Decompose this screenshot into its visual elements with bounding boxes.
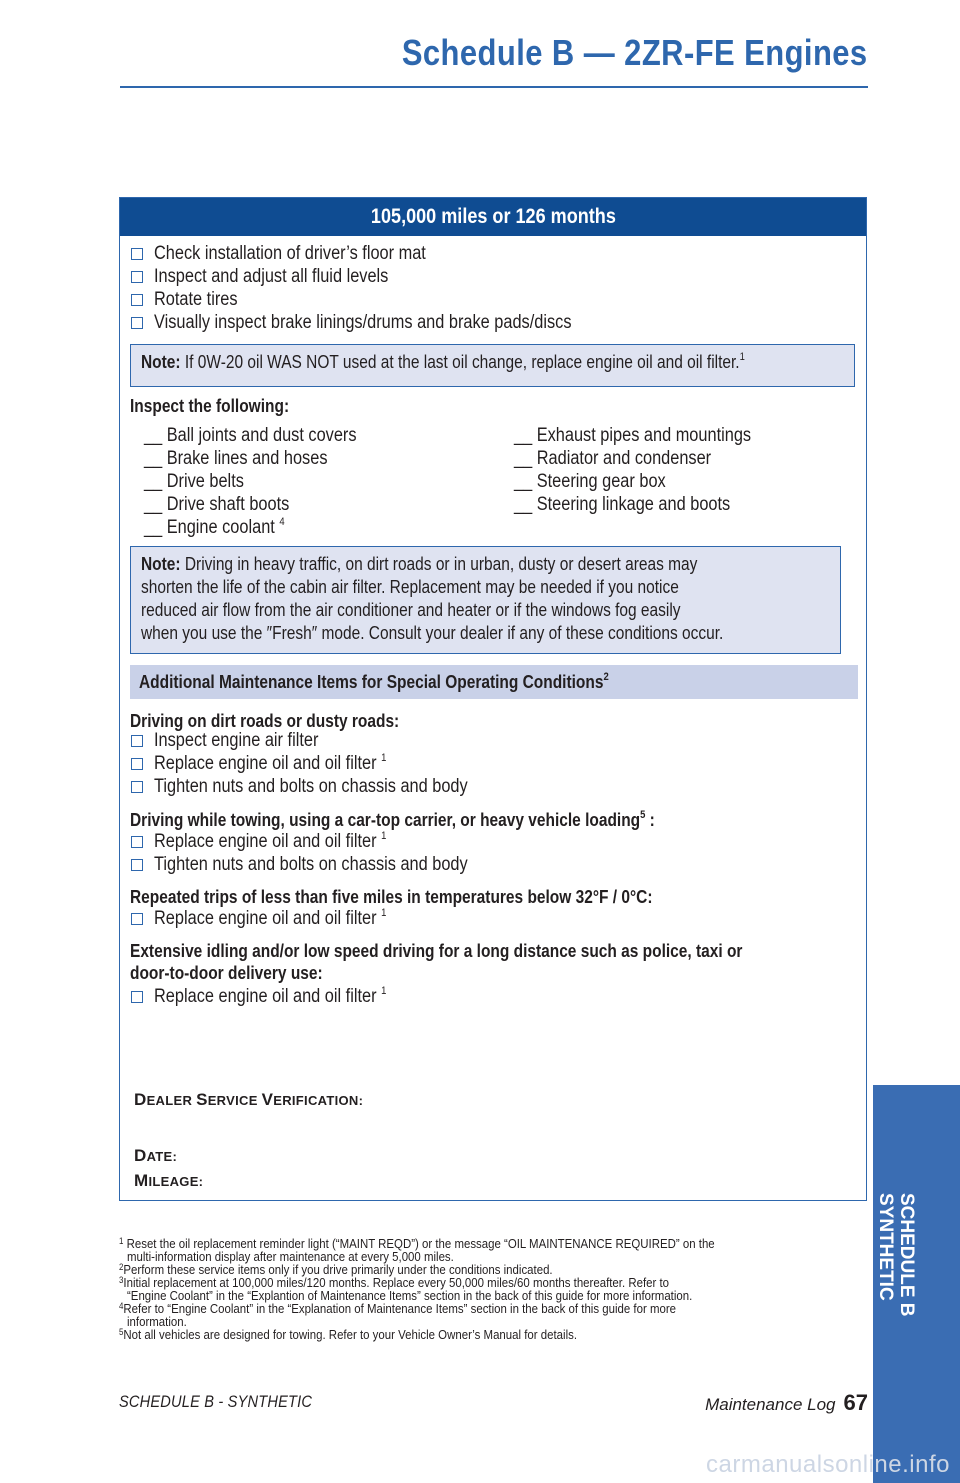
date-label: DATE: [134, 1146, 178, 1165]
footnote: $^3$Initial replacement at 100,000 miles/120 months. Replace every 50,000 miles/60 months thereafter. Refer to [119, 1275, 670, 1290]
footnote: $^4$Refer to “Engine Coolant” in the “Explanation of Maintenance Items” section in the back of this guide for more [119, 1301, 677, 1316]
card-content: Check installation of driver’s floor mat Inspect and adjust all fluid levels Rotate tires Visually inspect brake linings/drums and brake pads/discs Note: If 0W-20 oil WAS NOT used at the last oil change, replace engine oil and oil filter.$^1$ Inspect the following: __ Ball joints and dust covers __ Brake lines and hoses __ Drive belts __ Drive shaft boots __ Engine coolant $^4$ __ Exhaust pipes and mountings __ Radiator and condenser __ Steering gear box __ Steering linkage and boots Note: Driving in heavy traffic, on dirt roads or in urban, dusty or desert areas may shorten the life of the cabin air filter. Replacement may be needed if you notice reduced air flow from the air conditioner and heater or if the windows fog easily when you use the ″Fresh″ mode. Consult your dealer if any of these conditions occur. Additional Maintenance Items for Special Operating Conditions$^2$ Driving on dirt roads or dusty roads: Inspect engine air filter Replace engine oil and oil filter $^1$ Tighten nuts and bolts on chassis and body Driving while towing, using a car-top carrier, or heavy vehicle loading$^5$ : Replace engine oil and oil filter $^1$ Tighten nuts and bolts on chassis and body Repeated trips of less than five miles in temperatures below 32°F / 0°C: Replace engine oil and oil filter $^1$ Extensive idling and/or low speed driving for a long distance such as police, taxi or door-to-door delivery use: Replace engine oil and oil filter $^1$ DEALER SERVICE VERIFICATION: DATE: MILEAGE: [130, 236, 856, 1200]
footnote: $^1$ Reset the oil replacement reminder light (“MAINT REQD”) or the message “OIL MAINTENANCE REQUIRED” on the [119, 1236, 715, 1251]
footnote: multi-information display after maintenance at every 5,000 miles. [127, 1249, 454, 1264]
note-label: Note: [141, 352, 181, 372]
checkbox[interactable] [131, 294, 143, 306]
inspect-item: __ Steering gear box [514, 471, 666, 492]
footnote: “Engine Coolant” in the “Explantion of Maintenance Items” section in the back of this guide for more information. [127, 1288, 693, 1303]
checkbox[interactable] [131, 248, 143, 260]
cabin-filter-note: Note: Driving in heavy traffic, on dirt roads or in urban, dusty or desert areas may shorten the life of the cabin air filter. Replacement may be needed if you notice reduced air flow from the air conditioner and heater or if the windows fog easily when you use the ″Fresh″ mode. Consult your dealer if any of these conditions occur. [130, 546, 841, 654]
footnote-ref: 4 [279, 516, 285, 528]
inspect-item: __ Brake lines and hoses [144, 448, 328, 469]
condition-heading: Repeated trips of less than five miles in temperatures below 32°F / 0°C: [130, 887, 653, 907]
oil-note [130, 344, 855, 387]
inspect-heading: Inspect the following: [130, 396, 290, 416]
additional-heading: Additional Maintenance Items for Special Operating Conditions [139, 672, 604, 692]
maintenance-card [119, 197, 867, 1201]
inspect-item: __ Engine coolant $^4$ [144, 516, 285, 538]
checklist-item-label: Visually inspect brake linings/drums and brake pads/discs [154, 312, 572, 333]
checklist-item-label: Inspect and adjust all fluid levels [154, 266, 389, 287]
note-label: Note: [141, 554, 181, 574]
inspect-item: __ Steering linkage and boots [514, 494, 731, 515]
checklist-item-label: Rotate tires [154, 289, 238, 310]
interval-header-text: 105,000 miles or 126 months [370, 205, 616, 228]
footnote-ref: 1 [381, 907, 387, 919]
checkbox[interactable] [131, 317, 143, 329]
condition-heading: Extensive idling and/or low speed driving for a long distance such as police, taxi or [130, 941, 743, 961]
interval-header [120, 198, 866, 236]
inspect-item: __ Drive shaft boots [144, 494, 290, 515]
condition-heading: Driving on dirt roads or dusty roads: [130, 711, 400, 731]
inspect-item: __ Drive belts [144, 471, 244, 492]
footer-page-info [705, 1390, 868, 1416]
footnote-ref: 1 [739, 351, 745, 363]
checkbox[interactable] [131, 781, 143, 793]
footnote: $^5$Not all vehicles are designed for towing. Refer to your Vehicle Owner’s Manual for details. [119, 1327, 578, 1342]
footnote-ref: 5 [640, 809, 646, 821]
page-number: 67 [843, 1390, 868, 1415]
mileage-label: MILEAGE: [134, 1171, 204, 1190]
footnote: information. [127, 1314, 187, 1329]
checklist-item-label: Check installation of driver’s floor mat [154, 243, 426, 264]
footnote-ref: 1 [381, 830, 387, 842]
section-side-tab[interactable] [873, 1085, 960, 1483]
note-text: If 0W-20 oil WAS NOT used at the last oil change, replace engine oil and oil filter. [184, 352, 740, 372]
checkbox[interactable] [131, 735, 143, 747]
footer-log-label: Maintenance Log [705, 1395, 836, 1414]
footer-section-label: SCHEDULE B - SYNTHETIC [119, 1392, 313, 1411]
checkbox[interactable] [131, 991, 143, 1003]
inspect-item: __ Radiator and condenser [514, 448, 712, 469]
page-title: Schedule B — 2ZR-FE Engines [402, 32, 868, 73]
condition-heading: Driving while towing, using a car-top carrier, or heavy vehicle loading$^5$ : [130, 809, 655, 830]
checkbox[interactable] [131, 859, 143, 871]
checkbox[interactable] [131, 913, 143, 925]
inspect-item: __ Exhaust pipes and mountings [514, 425, 752, 446]
checkbox[interactable] [131, 836, 143, 848]
footnote-ref: 1 [381, 752, 387, 764]
footnote-ref: 2 [603, 671, 609, 683]
condition-heading: door-to-door delivery use: [130, 963, 323, 983]
watermark: carmanualsonline.info [706, 1451, 950, 1478]
footnote-ref: 1 [381, 985, 387, 997]
side-tab-label: SCHEDULE B SYNTHETIC [875, 1193, 917, 1317]
footnotes [119, 1237, 859, 1341]
dealer-verification-label: DEALER SERVICE VERIFICATION: [134, 1090, 364, 1109]
additional-maintenance-bar [130, 665, 858, 699]
title-rule [120, 86, 868, 88]
footnote: $^2$Perform these service items only if you drive primarily under the conditions indicated. [119, 1262, 553, 1277]
checkbox[interactable] [131, 758, 143, 770]
inspect-item: __ Ball joints and dust covers [144, 425, 357, 446]
checkbox[interactable] [131, 271, 143, 283]
